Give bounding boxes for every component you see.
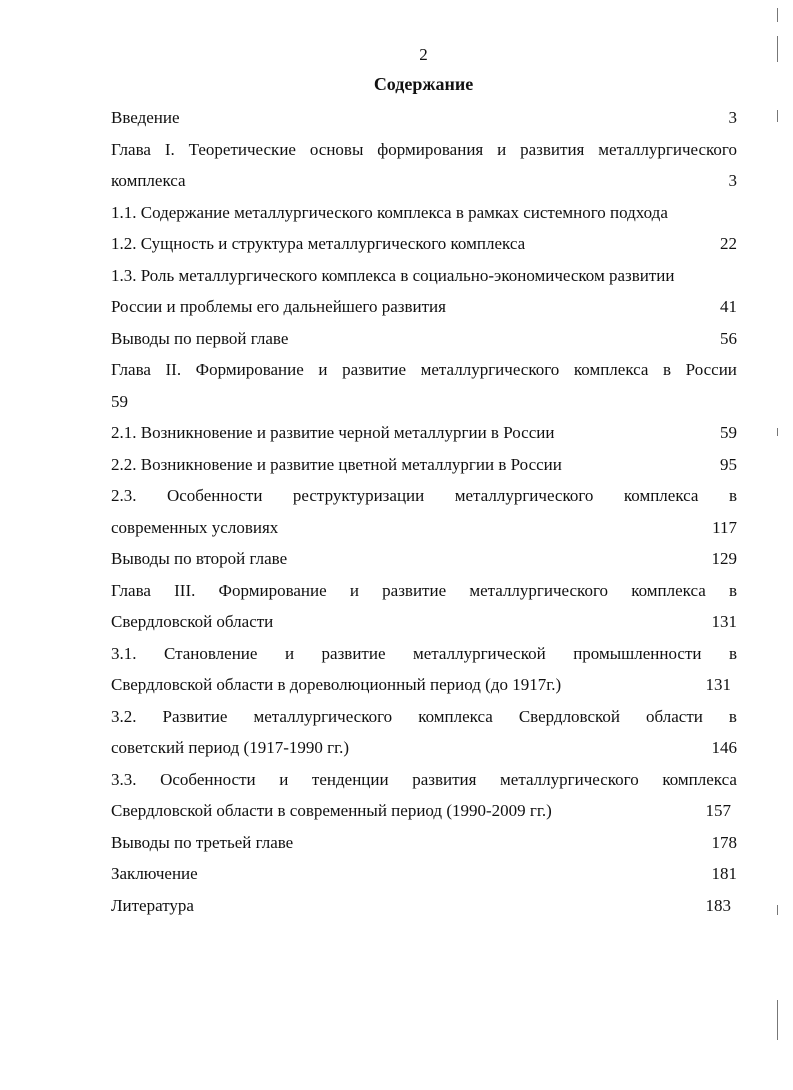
- toc-entry-title: Выводы по первой главе: [111, 328, 289, 348]
- word: основы: [309, 139, 364, 159]
- word: развитие: [321, 643, 386, 663]
- toc-entry-page: 181: [711, 864, 737, 883]
- word: комплекса: [631, 580, 706, 600]
- toc-entry-intro[interactable]: [111, 102, 737, 134]
- toc-entry-page: 95: [720, 454, 737, 474]
- word: промышленности: [573, 643, 702, 663]
- scan-mark: [777, 36, 778, 62]
- toc-entry-page: 129: [711, 549, 737, 568]
- toc-entry-page: 178: [711, 832, 737, 852]
- toc-entry-page: 41: [720, 297, 737, 316]
- table-of-contents: [111, 102, 737, 921]
- toc-entry-1-3-cont[interactable]: [111, 291, 737, 323]
- toc-entry-page: 56: [720, 328, 737, 348]
- toc-entry-title: Свердловской области: [111, 612, 274, 631]
- word: I.: [164, 139, 175, 159]
- toc-entry-literature[interactable]: [111, 890, 737, 922]
- word: Особенности: [160, 769, 256, 789]
- toc-entry-1-3[interactable]: [111, 260, 737, 292]
- word: в: [728, 486, 737, 505]
- toc-entry-1-1[interactable]: [111, 197, 737, 229]
- word: тенденции: [311, 769, 389, 789]
- toc-entry-conclusion[interactable]: [111, 858, 737, 890]
- toc-entry-2-2[interactable]: [111, 449, 737, 481]
- word: комплекса: [418, 706, 493, 726]
- word: металлургического: [598, 139, 737, 159]
- scan-mark: [777, 8, 778, 22]
- toc-entry-page: 146: [711, 738, 737, 757]
- word: Становление: [163, 643, 258, 663]
- word: 3.3.: [111, 769, 137, 789]
- word: комплекса: [623, 486, 699, 505]
- toc-entry-title: Введение: [111, 108, 180, 127]
- word: Глава: [111, 139, 151, 159]
- scan-mark: [777, 110, 778, 122]
- word: и: [279, 769, 289, 789]
- word: развитие: [342, 360, 407, 379]
- word: и: [284, 643, 295, 663]
- toc-entry-page: 117: [712, 517, 737, 537]
- toc-entry-chapter-1-cont[interactable]: [111, 165, 737, 197]
- toc-entry-page: 157: [705, 801, 731, 820]
- toc-entry-title: советский период (1917-1990 гг.): [111, 738, 350, 757]
- toc-entry-page: 183: [705, 895, 731, 915]
- toc-entry-page: 131: [705, 675, 731, 694]
- toc-entry-3-2[interactable]: [111, 701, 737, 733]
- toc-entry-title: Свердловской области в дореволюционный период (до 1917г.): [111, 675, 562, 694]
- toc-entry-title: 2.1. Возникновение и развитие черной металлургии в России: [111, 423, 555, 442]
- word: 3.2.: [111, 706, 137, 726]
- word: комплекса: [662, 769, 737, 789]
- toc-entry-chapter-2[interactable]: [111, 354, 737, 386]
- toc-entry-3-3[interactable]: [111, 764, 737, 796]
- toc-entry-page: 3: [728, 171, 737, 190]
- word: в: [728, 643, 737, 663]
- word: Формирование: [218, 580, 327, 600]
- toc-entry-title: комплекса: [111, 171, 186, 190]
- toc-entry-title: России и проблемы его дальнейшего развития: [111, 297, 446, 316]
- word: развития: [520, 139, 585, 159]
- word: реструктуризации: [292, 486, 425, 505]
- toc-entry-page: 59: [720, 423, 737, 442]
- word: Свердловской: [518, 706, 621, 726]
- word: России: [685, 360, 737, 379]
- word: Глава: [111, 580, 151, 600]
- toc-entry-conclusions-2[interactable]: [111, 543, 737, 575]
- word: и: [497, 139, 507, 159]
- toc-entry-title: Свердловской области в современный период (1990-2009 гг.): [111, 801, 552, 820]
- word: Глава: [111, 360, 151, 379]
- word: металлургической: [412, 643, 546, 663]
- toc-entry-title: Выводы по второй главе: [111, 549, 288, 568]
- word: Теоретические: [188, 139, 296, 159]
- word: 3.1.: [111, 643, 137, 663]
- toc-entry-title: 2.2. Возникновение и развитие цветной металлургии в России: [111, 454, 562, 474]
- toc-entry-3-3-cont[interactable]: [111, 795, 737, 827]
- word: III.: [174, 580, 196, 600]
- scan-mark: [777, 905, 778, 915]
- toc-entry-title: 1.2. Сущность и структура металлургического комплекса: [111, 234, 526, 253]
- toc-entry-2-3-cont[interactable]: [111, 512, 737, 544]
- scan-mark: [777, 1000, 778, 1040]
- word: металлургического: [500, 769, 639, 789]
- toc-entry-3-1-cont[interactable]: [111, 669, 737, 701]
- toc-entry-title: Выводы по третьей главе: [111, 832, 294, 852]
- page-number: 2: [419, 45, 428, 64]
- toc-entry-chapter-3-cont[interactable]: [111, 606, 737, 638]
- word: металлургического: [253, 706, 393, 726]
- word: области: [646, 706, 703, 726]
- toc-entry-chapter-1[interactable]: [111, 134, 737, 166]
- toc-entry-2-1[interactable]: [111, 417, 737, 449]
- word: Особенности: [166, 486, 263, 505]
- toc-entry-conclusions-1[interactable]: [111, 323, 737, 355]
- word: металлургического: [420, 360, 560, 379]
- toc-entry-page: 3: [728, 108, 737, 127]
- toc-entry-title: Литература: [111, 895, 194, 915]
- word: Формирование: [195, 360, 304, 379]
- word: 2.3.: [111, 486, 137, 505]
- toc-entry-conclusions-3[interactable]: [111, 827, 737, 859]
- toc-entry-page: 59: [111, 391, 128, 411]
- word: в: [728, 706, 737, 726]
- toc-entry-title: 1.3. Роль металлургического комплекса в социально-экономическом развитии: [111, 265, 675, 285]
- toc-title: Содержание: [373, 74, 474, 94]
- toc-entry-chapter-3[interactable]: [111, 575, 737, 607]
- toc-entry-1-2[interactable]: [111, 228, 737, 260]
- toc-entry-2-3[interactable]: [111, 480, 737, 512]
- toc-entry-page: 22: [720, 234, 737, 253]
- word: металлургического: [469, 580, 608, 600]
- word: развитие: [382, 580, 447, 600]
- word: и: [349, 580, 359, 600]
- word: развития: [412, 769, 477, 789]
- toc-entry-3-2-cont[interactable]: [111, 732, 737, 764]
- toc-entry-title: 1.1. Содержание металлургического комплекса в рамках системного подхода: [111, 202, 668, 222]
- toc-entry-page: 131: [711, 612, 737, 631]
- word: и: [318, 360, 328, 379]
- toc-entry-title: Заключение: [111, 864, 198, 883]
- toc-entry-3-1[interactable]: [111, 638, 737, 670]
- word: в: [663, 360, 672, 379]
- word: Развитие: [162, 706, 228, 726]
- word: металлургического: [454, 486, 594, 505]
- toc-entry-chapter-2-cont[interactable]: [111, 386, 737, 418]
- toc-entry-title: современных условиях: [111, 517, 279, 537]
- word: II.: [165, 360, 182, 379]
- word: в: [728, 580, 737, 600]
- word: формирования: [377, 139, 484, 159]
- scan-mark: [777, 428, 778, 436]
- word: комплекса: [573, 360, 649, 379]
